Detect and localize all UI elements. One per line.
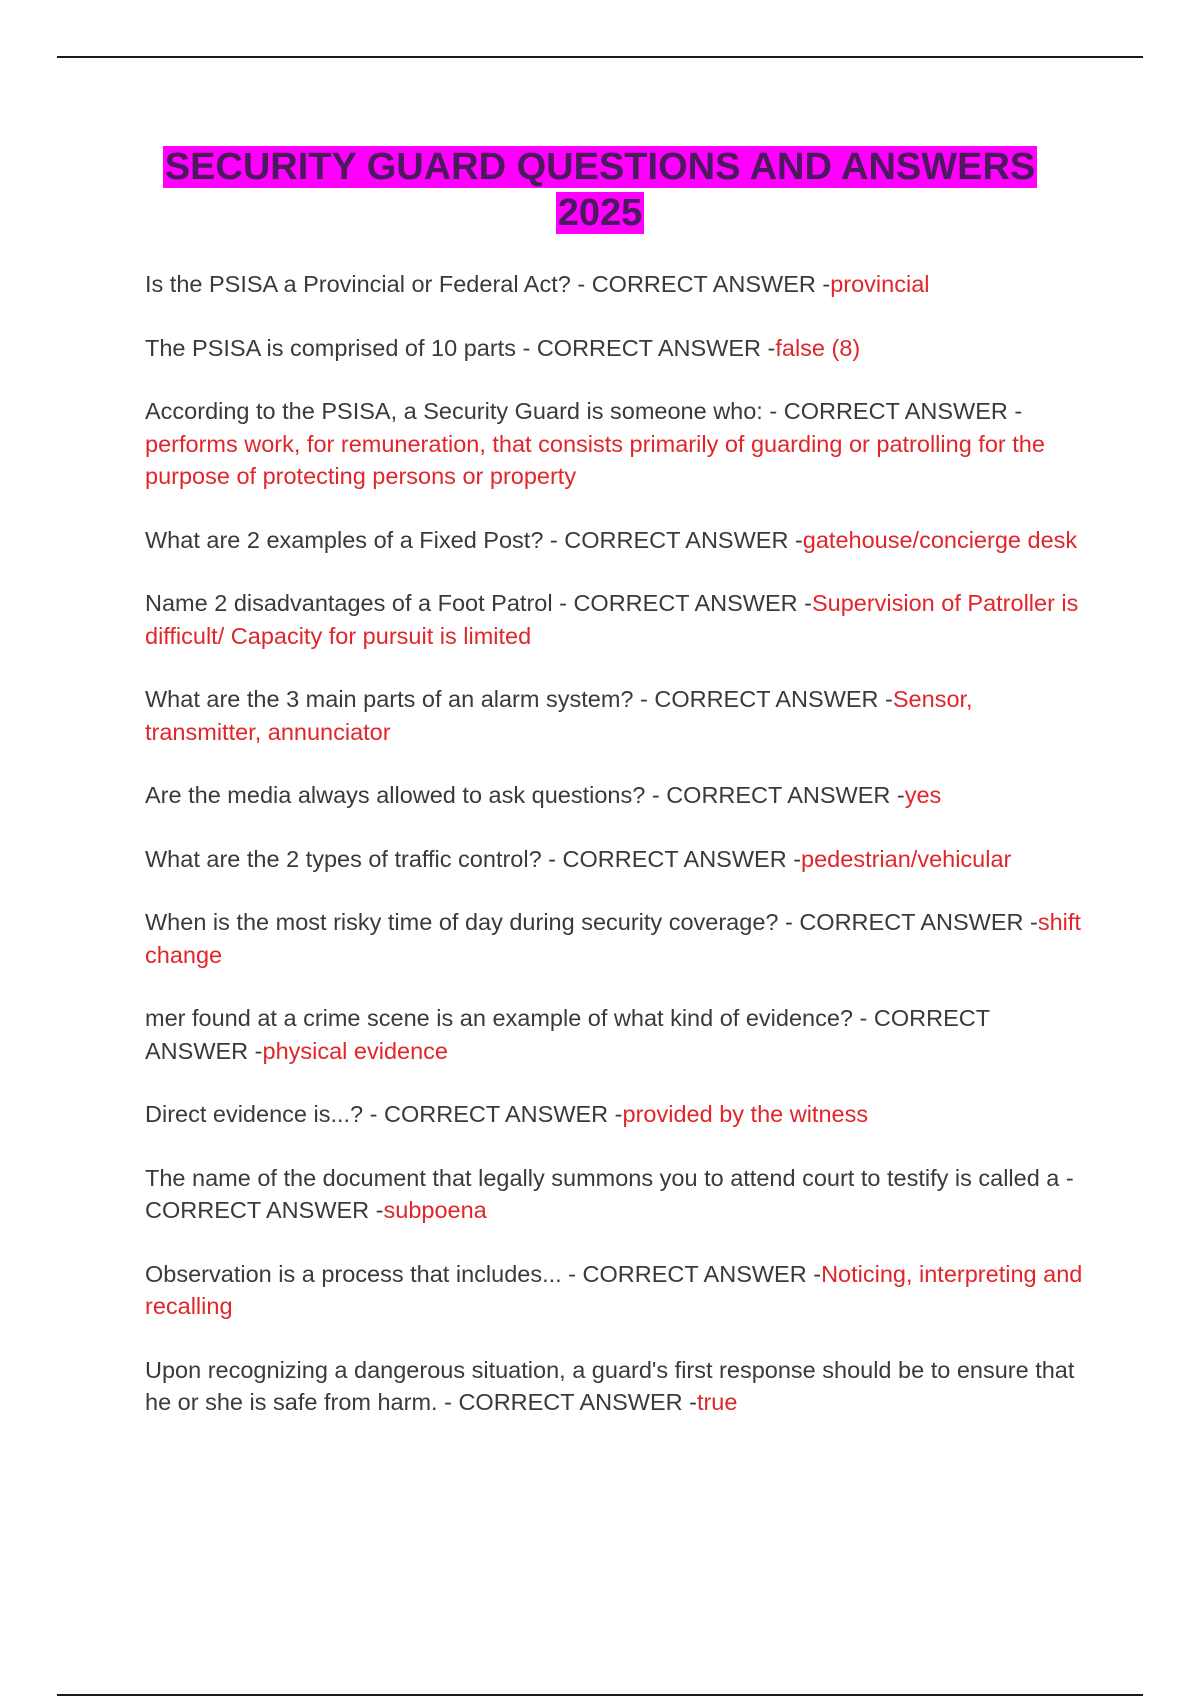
- question-text: Observation is a process that includes... - CORRECT ANSWER -: [145, 1260, 822, 1287]
- page-title-line-1: SECURITY GUARD QUESTIONS AND ANSWERS: [164, 146, 1036, 188]
- qa-item: [145, 587, 1095, 652]
- qa-item: [145, 524, 1095, 557]
- page-title-line-2: 2025: [557, 192, 643, 234]
- qa-item: [145, 1354, 1095, 1419]
- answer-text: subpoena: [383, 1197, 487, 1223]
- answer-text: provided by the witness: [622, 1101, 869, 1127]
- qa-list: [145, 268, 1095, 1450]
- qa-item: [145, 268, 1095, 301]
- answer-text: gatehouse/concierge desk: [802, 526, 1078, 553]
- question-text: Name 2 disadvantages of a Foot Patrol - CORRECT ANSWER -: [145, 590, 812, 616]
- qa-item: [145, 906, 1095, 971]
- answer-text: Sensor, transmitter, annunciator: [145, 686, 973, 745]
- question-text: Direct evidence is...? - CORRECT ANSWER -: [145, 1101, 623, 1127]
- answer-text: false (8): [775, 334, 861, 361]
- answer-text: pedestrian/vehicular: [801, 845, 1012, 872]
- qa-item: [145, 1258, 1095, 1323]
- question-text: What are the 2 types of traffic control? - CORRECT ANSWER -: [145, 845, 802, 872]
- qa-item: [145, 1162, 1095, 1227]
- answer-text: true: [696, 1389, 738, 1415]
- answer-text: performs work, for remuneration, that consists primarily of guarding or patrolling for the purpose of protecting persons or property: [145, 430, 1045, 489]
- qa-item: [145, 779, 1095, 812]
- question-text: When is the most risky time of day during security coverage? - CORRECT ANSWER -: [145, 909, 1038, 935]
- question-text: The name of the document that legally summons you to attend court to testify is called a - CORRECT ANSWER -: [145, 1164, 1074, 1223]
- answer-text: shift change: [145, 909, 1081, 968]
- qa-item: [145, 1002, 1095, 1067]
- qa-item: [145, 395, 1095, 493]
- question-text: Is the PSISA a Provincial or Federal Act? - CORRECT ANSWER -: [145, 271, 831, 297]
- question-text: mer found at a crime scene is an example of what kind of evidence? - CORRECT ANSWER -: [145, 1005, 990, 1064]
- answer-text: physical evidence: [262, 1037, 448, 1064]
- question-text: Upon recognizing a dangerous situation, a guard's first response should be to ensure that he or she is safe from harm. - CORRECT ANSWER -: [145, 1356, 1075, 1415]
- answer-text: Noticing, interpreting and recalling: [145, 1260, 1083, 1319]
- answer-text: yes: [904, 782, 942, 808]
- question-text: What are the 3 main parts of an alarm system? - CORRECT ANSWER -: [145, 686, 893, 712]
- page-title: [100, 144, 1100, 236]
- qa-item: [145, 843, 1095, 876]
- answer-text: Supervision of Patroller is difficult/ Capacity for pursuit is limited: [145, 590, 1079, 649]
- top-rule: [57, 56, 1143, 58]
- bottom-rule: [57, 1694, 1143, 1696]
- answer-text: provincial: [830, 271, 930, 297]
- question-text: The PSISA is comprised of 10 parts - CORRECT ANSWER -: [145, 334, 776, 361]
- question-text: According to the PSISA, a Security Guard is someone who: - CORRECT ANSWER -: [145, 398, 1023, 424]
- qa-item: [145, 1098, 1095, 1131]
- question-text: What are 2 examples of a Fixed Post? - CORRECT ANSWER -: [145, 526, 803, 553]
- qa-item: [145, 683, 1095, 748]
- question-text: Are the media always allowed to ask questions? - CORRECT ANSWER -: [145, 782, 905, 808]
- qa-item: [145, 332, 1095, 365]
